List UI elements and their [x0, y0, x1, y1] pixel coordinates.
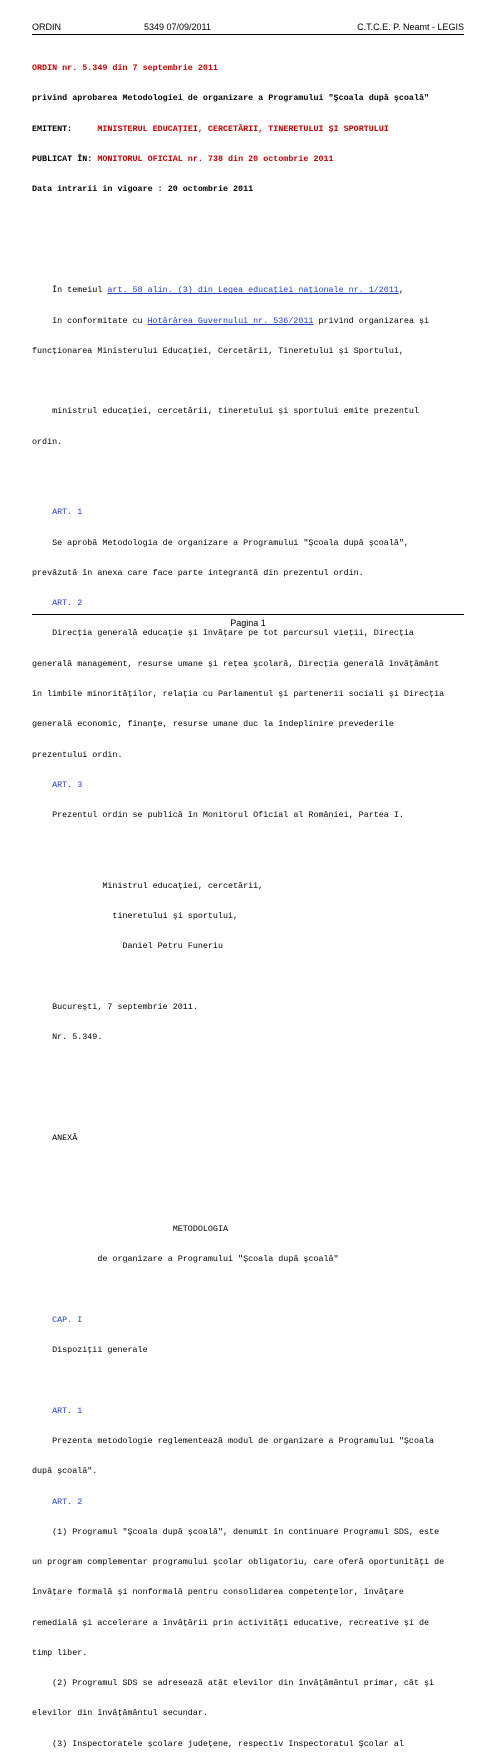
page-number: Pagina 1 [230, 618, 266, 628]
preamble-hg-cont: funcţionarea Ministerului Educaţiei, Cercetării, Tineretului şi Sportului, [32, 345, 404, 356]
annex-art2-text-cont: învăţare formală şi nonformală pentru consolidarea competenţelor, învăţare [32, 1587, 404, 1598]
page-header [32, 20, 464, 35]
annex-art2-para2-cont: elevilor din învăţământul secundar. [32, 1708, 208, 1719]
publicat-label: PUBLICAT ÎN: [32, 154, 93, 165]
methodology-subtitle: de organizare a Programului "Şcoala după şcoală" [32, 1254, 339, 1265]
art3-label: ART. 3 [32, 779, 83, 790]
preamble-minister: ministrul educaţiei, cercetării, tineretului şi sportului emite prezentul [32, 406, 419, 417]
art2-text: Direcţia generală educaţie şi învăţare pe tot parcursul vieţii, Direcţia [32, 628, 414, 639]
chapter-title: Dispoziţii generale [32, 1345, 148, 1356]
document-body [32, 43, 472, 1759]
publicat-line [32, 154, 472, 164]
signature-number: Nr. 5.349. [32, 1032, 103, 1043]
order-title: ORDIN nr. 5.349 din 7 septembrie 2011 [32, 63, 218, 74]
header-doc-number: 5349 07/09/2011 [144, 22, 211, 32]
signature-name: Daniel Petru Funeriu [32, 941, 223, 952]
art2-label: ART. 2 [32, 598, 83, 609]
preamble-minister-cont: ordin. [32, 436, 63, 447]
publicat-value: MONITORUL OFICIAL nr. 738 din 20 octombrie 2011 [97, 154, 334, 165]
page-footer [32, 614, 464, 628]
annex-art1-text: Prezenta metodologie reglementează modul de organizare a Programului "Şcoala [32, 1435, 435, 1446]
order-subject: privind aprobarea Metodologiei de organizare a Programului "Şcoala după şcoală" [32, 93, 430, 104]
preamble-hg: în conformitate cu Hotărârea Guvernului nr. 536/2011 privind organizarea şi [32, 315, 430, 326]
signature-title: Ministrul educaţiei, cercetării, [32, 880, 264, 891]
chapter-label: CAP. I [32, 1314, 83, 1325]
art2-text-cont: în limbile minorităţilor, relaţia cu Parlamentul şi partenerii sociali şi Direcţia [32, 689, 445, 699]
annex-art2-text-cont: remedială şi accelerare a învăţării prin activităţi educative, recreative şi de [32, 1617, 430, 1628]
art2-text-cont: generală economic, finanţe, resurse umane duc la îndeplinire prevederile [32, 719, 394, 730]
annex-label: ANEXĂ [32, 1133, 78, 1144]
annex-art1-label: ART. 1 [32, 1405, 83, 1416]
annex-art2-para3: (3) Inspectoratele şcolare judeţene, respectiv Inspectoratul Şcolar al [32, 1738, 404, 1749]
annex-art2-label: ART. 2 [32, 1496, 83, 1507]
emitent-label: EMITENT: [32, 123, 73, 134]
emitent-value: MINISTERUL EDUCAŢIEI, CERCETĂRII, TINERETULUI ŞI SPORTULUI [97, 123, 389, 134]
art1-label: ART. 1 [32, 507, 83, 518]
art2-text-cont: generală management, resurse umane şi reţea şcolară, Direcţia generală învăţământ [32, 658, 440, 669]
annex-art2-text: (1) Programul "Şcoala după şcoală", denumit în continuare Programul SDS, este [32, 1526, 440, 1537]
law-link[interactable]: art. 58 alin. (3) din Legea educaţiei naţionale nr. 1/2011 [107, 285, 399, 296]
hg-link[interactable]: Hotărârea Guvernului nr. 536/2011 [147, 315, 314, 326]
header-doc-type: ORDIN [32, 22, 61, 32]
art1-text-cont: prevăzută în anexa care face parte integrantă din prezentul ordin. [32, 567, 364, 578]
emitent-line [32, 124, 472, 134]
annex-art2-para2: (2) Programul SDS se adresează atât elevilor din învăţământul primar, cât şi [32, 1678, 435, 1689]
preamble-legal-basis: În temeiul art. 58 alin. (3) din Legea educaţiei naţionale nr. 1/2011, [32, 285, 404, 296]
annex-art1-text-cont: după şcoală". [32, 1466, 98, 1477]
effective-date: Data intrarii in vigoare : 20 octombrie 2011 [32, 184, 254, 195]
signature-title-cont: tineretului şi sportului, [32, 911, 239, 922]
art1-text: Se aprobă Metodologia de organizare a Programului "Şcoala după şcoală", [32, 537, 409, 548]
annex-art2-text-cont: un program complementar programului şcolar obligatoriu, care oferă oportunităţi de [32, 1557, 445, 1568]
methodology-title: METODOLOGIA [32, 1223, 229, 1234]
art3-text: Prezentul ordin se publică în Monitorul Oficial al României, Partea I. [32, 810, 404, 821]
annex-art2-text-cont: timp liber. [32, 1647, 88, 1658]
signature-place-date: Bucureşti, 7 septembrie 2011. [32, 1001, 198, 1012]
art2-text-cont: prezentului ordin. [32, 749, 123, 760]
header-source: C.T.C.E. P. Neamt - LEGIS [357, 22, 464, 32]
